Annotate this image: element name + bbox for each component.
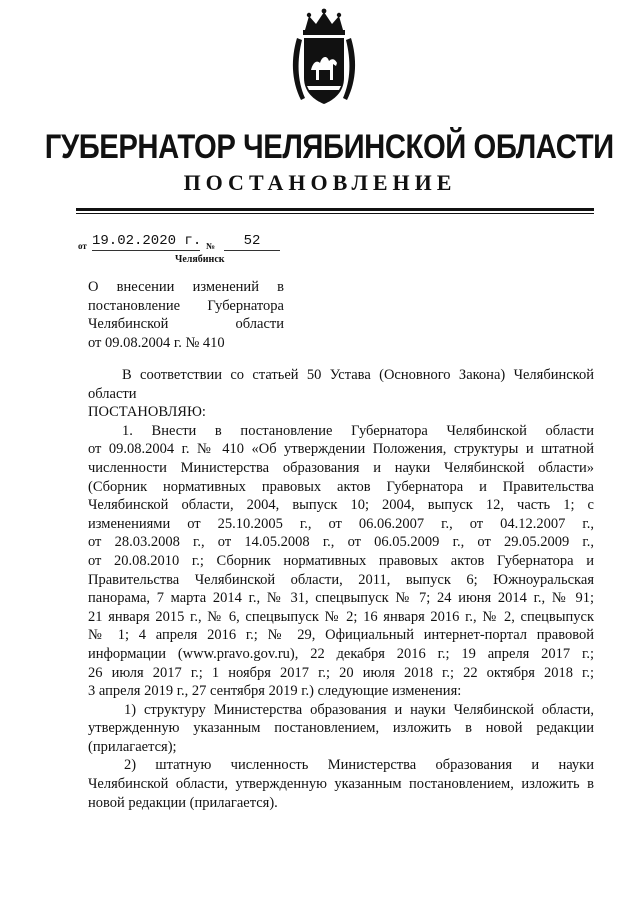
body-line: 21 января 2015 г., № 6, спецвыпуск № 2; 16 января 2016 г., № 2, спецвыпуск <box>88 608 594 625</box>
body-line: Челябинской области, 2004, выпуск 10; 2004, выпуск 12, часть 1; с <box>88 497 594 514</box>
body-line: от 20.08.2010 г.; Сборник нормативных правовых актов Губернатора и <box>88 552 594 569</box>
body-line: 3 апреля 2019 г., 27 сентября 2019 г.) следующие изменения: <box>88 683 462 700</box>
document-subject <box>88 278 284 352</box>
chelyabinsk-coat-of-arms-emblem <box>289 8 359 108</box>
body-line: (прилагается); <box>88 738 177 755</box>
body-line: от 09.08.2004 г. № 410 «Об утверждении Положения, структуры и штатной <box>88 441 594 458</box>
body-line: от 28.03.2008 г., от 14.05.2008 г., от 06.05.2009 г., от 29.05.2009 г., <box>88 534 594 551</box>
document-type-heading: ПОСТАНОВЛЕНИЕ <box>183 170 457 195</box>
body-line: панорама, 7 марта 2014 г., № 31, спецвыпуск № 7; 24 июня 2014 г., № 91; <box>88 590 594 607</box>
document-body <box>88 366 594 812</box>
body-line: изменениями от 25.10.2005 г., от 06.06.2007 г., от 04.12.2007 г., <box>88 515 594 532</box>
body-line: 1) структуру Министерства образования и науки Челябинской области, <box>124 701 594 718</box>
issue-city: Челябинск <box>175 254 225 265</box>
body-line: 1. Внести в постановление Губернатора Челябинской области <box>122 422 594 439</box>
body-line: утвержденную указанным постановлением, изложить в новой редакции <box>88 720 594 737</box>
body-line: новой редакции (прилагается). <box>88 794 278 811</box>
subject-line: от 09.08.2004 г. № 410 <box>88 334 225 351</box>
body-line: информации (www.pravo.gov.ru), 22 декабря 2016 г.; 19 апреля 2017 г.; <box>88 645 594 662</box>
header-divider-thin <box>76 213 594 214</box>
number-sign: № <box>206 241 216 251</box>
document-date: 19.02.2020 г. <box>92 233 202 249</box>
body-line: области <box>88 385 137 402</box>
subject-line: Челябинской области <box>88 316 284 332</box>
subject-line: О внесении изменений в <box>88 279 284 295</box>
subject-line: постановление Губернатора <box>88 297 284 314</box>
document-number: 52 <box>224 233 280 251</box>
body-line: 2) штатную численность Министерства образования и науки <box>124 757 594 774</box>
body-line: ПОСТАНОВЛЯЮ: <box>88 404 206 421</box>
body-line: численности Министерства образования и науки Челябинской области» <box>88 459 594 476</box>
body-line: Правительства Челябинской области, 2011, выпуск 6; Южноуральская <box>88 571 594 588</box>
body-line: Челябинской области, утвержденную указанным постановлением, изложить в <box>88 776 594 793</box>
body-line: № 1; 4 апреля 2016 г.; № 29, Официальный интернет-портал правовой <box>88 627 594 644</box>
header-divider-thick <box>76 208 594 211</box>
body-line: В соответствии со статьей 50 Устава (Основного Закона) Челябинской <box>122 367 594 383</box>
body-line: (Сборник нормативных правовых актов Губернатора и Правительства <box>88 478 594 495</box>
issuer-title: ГУБЕРНАТОР ЧЕЛЯБИНСКОЙ ОБЛАСТИ <box>44 128 614 166</box>
date-prefix: от <box>78 241 87 251</box>
body-line: 26 июля 2017 г.; 1 ноября 2017 г.; 20 июля 2018 г.; 22 октября 2018 г.; <box>88 664 594 681</box>
